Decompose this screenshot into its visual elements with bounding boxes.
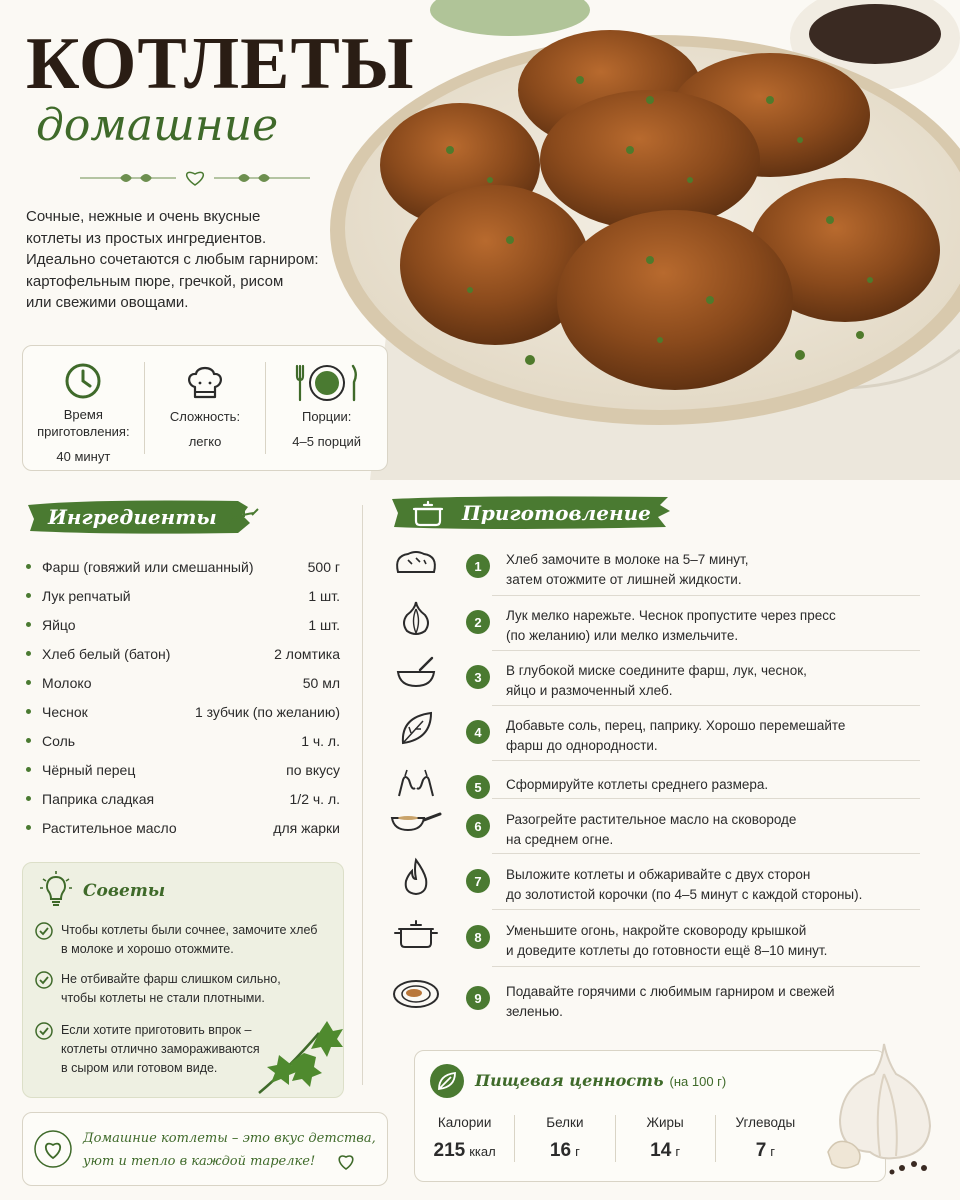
flame-icon	[390, 857, 442, 897]
small-heart-icon	[335, 1151, 357, 1171]
ingredient-row: Хлеб белый (батон) 2 ломтика	[26, 639, 340, 668]
bread-icon	[390, 542, 442, 582]
step-item: 8 Уменьшите огонь, накройте сковороду крышкой и доведите котлеты до готовности ещё 8–10 минут.	[390, 913, 922, 961]
page-subtitle: домашние	[36, 100, 279, 151]
onion-icon	[390, 598, 442, 638]
tip-item: Чтобы котлеты были сочнее, замочите хлеб в молоке и хорошо отожмите.	[35, 921, 317, 959]
tip-item: Если хотите приготовить впрок – котлеты отлично замораживаются в сыром или готовом виде.	[35, 1021, 260, 1078]
step-item: 9 Подавайте горячими с любимым гарниром и свежей зеленью.	[390, 974, 922, 1022]
plate-cutlery-icon	[292, 362, 362, 404]
step-item: 5 Сформируйте котлеты среднего размера.	[390, 763, 922, 803]
step-item: 3 В глубокой миске соедините фарш, лук, чеснок, яйцо и размоченный хлеб.	[390, 653, 922, 701]
info-servings: Порции: 4–5 порций	[265, 362, 387, 454]
lightbulb-icon	[39, 871, 73, 911]
tips-card	[22, 862, 344, 1098]
step-item: 6 Разогрейте растительное масло на сковороде на среднем огне.	[390, 802, 922, 850]
ingredient-row: Яйцо 1 шт.	[26, 610, 340, 639]
check-circle-icon	[35, 1021, 61, 1078]
info-servings-value: 4–5 порций	[292, 434, 362, 449]
check-circle-icon	[35, 921, 61, 959]
ingredient-row: Чеснок 1 зубчик (по желанию)	[26, 697, 340, 726]
info-difficulty: Сложность: легко	[144, 362, 266, 454]
leaf-badge-icon	[429, 1063, 465, 1099]
quote-text: Домашние котлеты – это вкус детства, уют и тепло в каждой тарелке!	[83, 1131, 376, 1169]
column-divider	[362, 505, 363, 1085]
nutrition-calories: Калории 215 ккал	[433, 1115, 496, 1161]
parsley-icon	[249, 1013, 345, 1097]
ingredient-row: Растительное масло для жарки	[26, 813, 340, 842]
tips-title: Советы	[83, 881, 166, 901]
heart-divider-ornament	[80, 166, 310, 190]
info-time-value: 40 минут	[56, 449, 111, 464]
nutrition-card	[414, 1050, 886, 1182]
ingredient-row: Лук репчатый 1 шт.	[26, 581, 340, 610]
preparation-header: Приготовление	[390, 493, 680, 533]
step-item: 4 Добавьте соль, перец, паприку. Хорошо перемешайте фарш до однородности.	[390, 708, 922, 756]
recipe-info-card	[22, 345, 388, 471]
ingredients-list	[26, 552, 340, 842]
nutrition-protein: Белки 16 г	[514, 1115, 614, 1162]
quote-card	[22, 1112, 388, 1186]
step-item: 2 Лук мелко нарежьте. Чеснок пропустите через пресс (по желанию) или мелко измельчите.	[390, 598, 922, 646]
step-item: 7 Выложите котлеты и обжаривайте с двух сторон до золотистой корочки (по 4–5 минут с каждой стороны).	[390, 857, 922, 905]
nutrition-fat: Жиры 14 г	[615, 1115, 715, 1162]
bowl-icon	[390, 653, 442, 693]
leaf-icon	[390, 708, 442, 748]
garlic-image	[818, 1040, 948, 1180]
hands-icon	[390, 763, 442, 803]
ingredient-row: Соль 1 ч. л.	[26, 726, 340, 755]
ingredient-row: Чёрный перец по вкусу	[26, 755, 340, 784]
pot-icon	[390, 913, 442, 953]
ingredient-row: Молоко 50 мл	[26, 668, 340, 697]
info-difficulty-value: легко	[188, 434, 222, 449]
step-item: 1 Хлеб замочите в молоке на 5–7 минут, затем отожмите от лишней жидкости.	[390, 542, 922, 590]
tip-item: Не отбивайте фарш слишком сильно, чтобы котлеты не стали плотными.	[35, 970, 281, 1008]
info-time: Время приготовления: 40 минут	[23, 346, 144, 470]
cutlets-plate-image	[330, 0, 960, 480]
clock-icon	[64, 360, 102, 402]
page-title: КОТЛЕТЫ	[26, 23, 415, 105]
ingredients-header: Ингредиенты	[26, 497, 276, 537]
ingredient-row: Паприка сладкая 1/2 ч. л.	[26, 784, 340, 813]
heart-icon	[33, 1129, 73, 1169]
chef-hat-icon	[183, 362, 227, 404]
ingredient-row: Фарш (говяжий или смешанный) 500 г	[26, 552, 340, 581]
check-circle-icon	[35, 970, 61, 1008]
pan-icon	[390, 802, 442, 842]
nutrition-title: Пищевая ценность (на 100 г)	[475, 1071, 727, 1090]
serving-plate-icon	[390, 974, 442, 1014]
intro-text: Сочные, нежные и очень вкусные котлеты из простых ингредиентов. Идеально сочетаются с любым гарниром: картофельным пюре, гречкой, рисом или свежими овощами.	[26, 208, 319, 311]
nutrition-carbs: Углеводы 7 г	[715, 1115, 815, 1162]
cooking-pot-icon	[410, 499, 446, 527]
